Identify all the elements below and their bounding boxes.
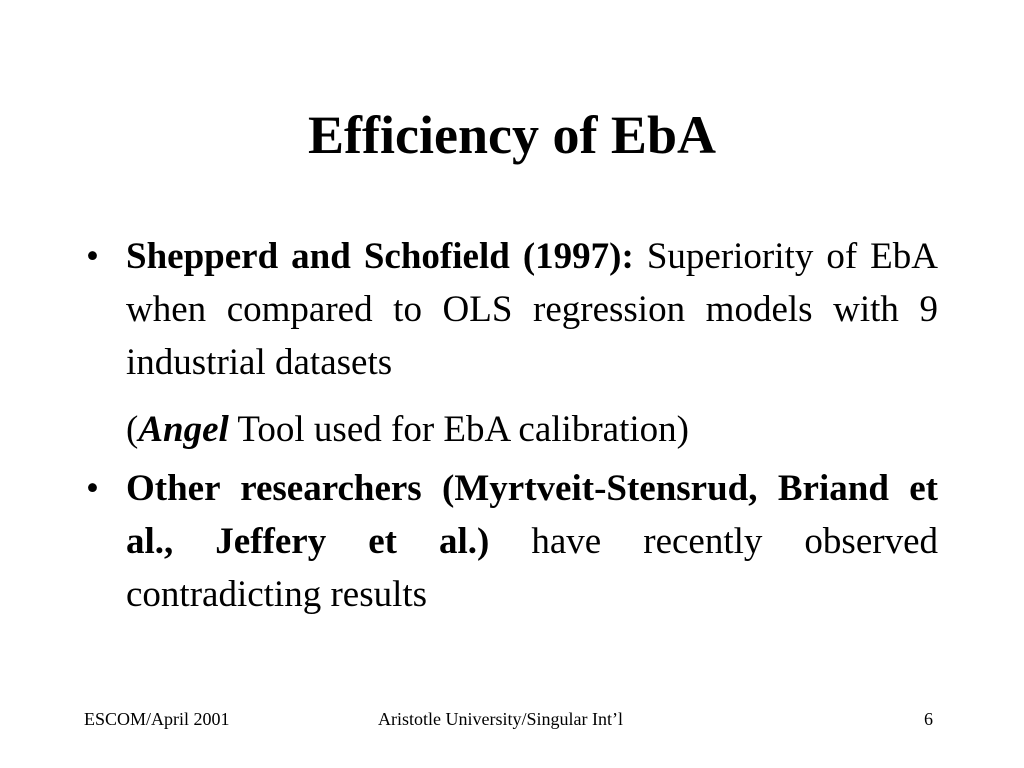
bullet-text — [126, 230, 938, 389]
bullet-note — [126, 403, 938, 456]
note-open-paren: ( — [126, 409, 139, 450]
footer-date: ESCOM/April 2001 — [84, 709, 230, 729]
bullet-lead: Shepperd and Schofield (1997): — [126, 236, 634, 277]
bullet-icon: • — [86, 468, 99, 509]
bullet-item-shepperd — [82, 230, 938, 456]
bullet-icon: • — [86, 236, 99, 277]
footer-affiliation: Aristotle University/Singular Int’l — [378, 709, 623, 729]
bullet-body: Superiority of EbA when compared to OLS regression models with 9 industrial datasets — [126, 236, 939, 383]
note-tool-name: Angel — [138, 409, 229, 450]
bullet-list — [82, 230, 938, 621]
bullet-item-other-researchers — [82, 462, 938, 621]
bullet-text — [126, 462, 938, 621]
footer-page-number: 6 — [924, 709, 933, 729]
bullet-lead: Other researchers (Myrtveit-Stensrud, Briand et al., Jeffery et al.) — [126, 468, 938, 562]
slide-title: Efficiency of EbA — [308, 105, 716, 165]
bullet-body: have recently observed contradicting results — [126, 521, 938, 615]
note-rest: Tool used for EbA calibration) — [228, 409, 689, 450]
